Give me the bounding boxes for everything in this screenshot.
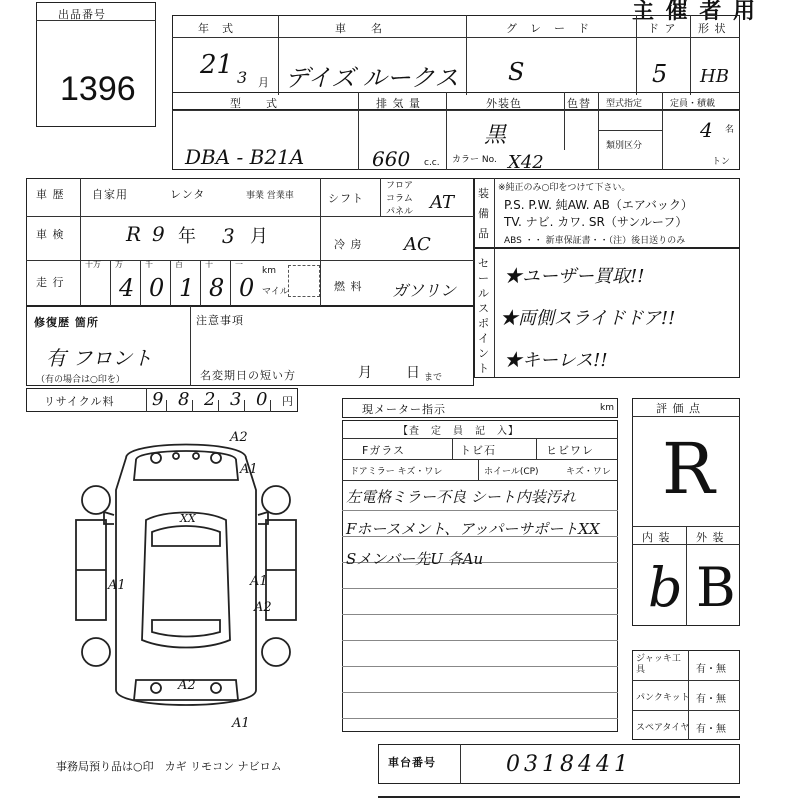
mark-xx: XX: [180, 512, 196, 525]
jack-value[interactable]: 有・無: [696, 664, 726, 675]
repair-label: 修復歴 箇所: [34, 316, 99, 329]
notes-label: 注意事項: [196, 314, 244, 327]
mileage-digit: 0: [149, 274, 165, 302]
equipment-line-2: TV. ナビ. カワ. SR（サンルーフ）: [504, 215, 688, 229]
mileage-label: 走 行: [36, 276, 65, 289]
mileage-unit-label: 十万: [85, 260, 101, 269]
office-note: 事務局預り品は○印 カギ リモコン ナビロム: [56, 760, 282, 773]
fuel-value: ガソリン: [392, 281, 457, 300]
shift-option-floor[interactable]: フロア: [386, 181, 414, 191]
recycle-digit: 2: [204, 389, 216, 410]
inspector-title: 【査 定 員 記 入】: [398, 426, 519, 437]
month-unit: 月: [258, 76, 270, 89]
car-name-value: デイズ ルークス: [285, 64, 459, 92]
score-value: R: [662, 428, 715, 510]
mileage-cell: [140, 260, 171, 306]
capacity-label: 定員・積載: [670, 99, 716, 109]
inspection-label: 車 検: [36, 228, 65, 241]
history-option-business[interactable]: 事業 営業車: [246, 191, 294, 201]
notes-expiry-label: 名変期日の短い方: [200, 369, 296, 382]
lot-number: 1396: [60, 70, 136, 108]
inspection-year: 9: [152, 222, 165, 246]
mark-a1-top: A1: [240, 462, 258, 477]
spare-value[interactable]: 有・無: [696, 724, 726, 735]
mark-a2-rear: A2: [178, 678, 196, 693]
exterior-value: B: [696, 556, 736, 619]
shift-value: AT: [430, 192, 455, 213]
hibi-label: ヒビワレ: [546, 444, 594, 457]
recycle-label: リサイクル料: [44, 395, 115, 408]
month-value: 3: [237, 68, 248, 87]
recycle-digit-divider: [166, 400, 167, 412]
color-label: 外装色: [486, 97, 522, 110]
lot-label: 出品番号: [58, 8, 106, 21]
recycle-digit: 0: [256, 389, 268, 410]
mileage-unit-label: 万: [115, 260, 123, 269]
mark-a2-top: A2: [230, 430, 248, 445]
shape-value: HB: [700, 66, 729, 87]
mark-a1-left: A1: [108, 578, 126, 593]
doors-value: 5: [652, 60, 668, 88]
color-value: 黒: [484, 123, 507, 148]
mileage-unit-label: 十: [205, 260, 213, 269]
puncture-value[interactable]: 有・無: [696, 694, 726, 705]
equipment-line-1: P.S. P.W. 純AW. AB（エアバック）: [504, 198, 693, 212]
tobi-label: トビ石: [460, 444, 496, 457]
sales-point-item-3: ★キーレス!!: [504, 350, 608, 371]
mileage-cell: [170, 260, 201, 306]
ton-unit: トン: [712, 157, 731, 167]
mark-a2-right: A2: [254, 600, 272, 615]
recycle-digit-divider: [270, 400, 271, 412]
mileage-unit-label: 百: [175, 260, 183, 269]
exterior-label: 外 装: [696, 531, 725, 544]
recycle-digit: 9: [152, 389, 164, 410]
inspector-ruled-line: [342, 510, 618, 511]
fglass-label: Fガラス: [362, 444, 405, 457]
interior-label: 内 装: [642, 531, 671, 544]
mileage-unit-checkbox[interactable]: [288, 265, 320, 297]
equipment-note: ※純正のみ○印をつけて下さい。: [498, 183, 631, 193]
mirror-label: ドアミラー キズ・ワレ: [350, 467, 443, 477]
chassis-label: 車台番号: [388, 756, 436, 769]
ac-value: AC: [404, 234, 431, 255]
recycle-digit: 8: [178, 389, 190, 410]
mileage-digit: 8: [209, 274, 225, 302]
repair-note: （有の場合は○印を）: [36, 375, 125, 385]
mileage-unit-label: 一: [235, 260, 243, 269]
mileage-digit: 1: [179, 274, 195, 302]
inspector-ruled-line: [342, 692, 618, 693]
year-label: 年 式: [198, 22, 234, 35]
score-label: 評 価 点: [656, 402, 701, 415]
inspection-month: 3: [222, 224, 235, 248]
interior-value: b: [648, 556, 683, 619]
inspector-note-3: Sメンバー先U 各Au: [346, 550, 484, 568]
recycle-digit: 3: [230, 389, 242, 410]
color-no-value: X42: [508, 152, 544, 173]
mileage-cell: [200, 260, 231, 306]
mileage-cell: [230, 260, 261, 306]
car-name-label: 車 名: [335, 22, 383, 35]
ac-label: 冷 房: [334, 238, 363, 251]
mileage-cell: [110, 260, 141, 306]
grade-label: グ レ ー ド: [506, 22, 590, 35]
shift-option-panel[interactable]: パネル: [386, 207, 414, 217]
door-label: ド ア: [648, 22, 677, 35]
shape-label: 形 状: [698, 22, 727, 35]
inspector-ruled-line: [342, 640, 618, 641]
inspection-year-unit: 年: [178, 226, 197, 247]
mileage-digit: 4: [119, 274, 135, 302]
shift-option-column[interactable]: コラム: [386, 194, 413, 204]
spare-label: スペアタイヤ: [636, 723, 690, 733]
history-label: 車 歴: [36, 188, 65, 201]
model-value: DBA - B21A: [185, 145, 305, 169]
cc-unit: c.c.: [424, 158, 440, 168]
notes-month-unit: 月: [358, 365, 373, 381]
history-option-private[interactable]: 自家用: [92, 188, 128, 201]
color-no-label: カラー No.: [452, 155, 497, 165]
recycle-digit-divider: [244, 400, 245, 412]
header-title: 主 催 者 用: [632, 0, 757, 24]
meter-unit: km: [600, 403, 614, 413]
shift-label: シフト: [328, 192, 364, 205]
jack-label: ジャッキ工具: [636, 654, 681, 675]
mileage-digit: 0: [239, 274, 255, 302]
mileage-unit-label: 千: [145, 260, 153, 269]
puncture-label: パンクキット: [636, 693, 690, 703]
sales-point-item-1: ★ユーザー買取!!: [504, 266, 645, 287]
notes-until: まで: [424, 373, 443, 383]
inspector-note-2: Fホースメント、アッパーサポートXX: [346, 520, 600, 538]
equipment-line-3: ABS ・・ 新車保証書・・（注）後日送りのみ: [504, 236, 686, 246]
recycle-digit-divider: [192, 400, 193, 412]
displacement-value: 660: [372, 147, 411, 171]
notes-day-unit: 日: [406, 365, 421, 381]
grade-value: S: [508, 58, 525, 86]
displacement-label: 排 気 量: [376, 97, 421, 110]
mileage-cell: [80, 260, 111, 306]
fuel-label: 燃 料: [334, 280, 363, 293]
history-option-rental[interactable]: レンタ: [170, 188, 206, 201]
chassis-value: 0318441: [506, 752, 632, 777]
inspection-month-unit: 月: [250, 226, 269, 247]
mark-a1-bottom: A1: [232, 716, 250, 731]
capacity-value: 4: [700, 118, 713, 142]
sales-point-label: セールスポイント: [478, 257, 489, 375]
class-label: 類別区分: [606, 141, 643, 151]
equipment-label: 装備品: [478, 187, 489, 240]
recycle-digit-divider: [218, 400, 219, 412]
capacity-unit: 名: [725, 125, 735, 135]
inspector-ruled-line: [342, 614, 618, 615]
meter-label: 現メーター指示: [362, 403, 446, 416]
color-change-label: 色替: [567, 97, 591, 110]
year-value: 21: [200, 50, 234, 80]
repair-value: 有 フロント: [46, 346, 153, 370]
mileage-unit-mile: マイル: [262, 287, 289, 297]
model-designation-label: 型式指定: [606, 99, 643, 109]
inspection-era: R: [126, 222, 142, 246]
inspector-ruled-line: [342, 588, 618, 589]
wheel-damage-label: キズ・ワレ: [566, 467, 611, 477]
recycle-unit: 円: [282, 395, 294, 408]
model-label: 型 式: [230, 97, 278, 110]
mark-a1-right: A1: [250, 574, 268, 589]
mileage-unit-km: km: [262, 266, 276, 276]
inspector-ruled-line: [342, 666, 618, 667]
wheel-label: ホイール(CP): [484, 467, 539, 477]
sales-point-item-2: ★両側スライドドア!!: [500, 308, 676, 329]
inspector-ruled-line: [342, 718, 618, 719]
inspector-note-1: 左電格ミラー不良 シート内装汚れ: [346, 488, 576, 506]
